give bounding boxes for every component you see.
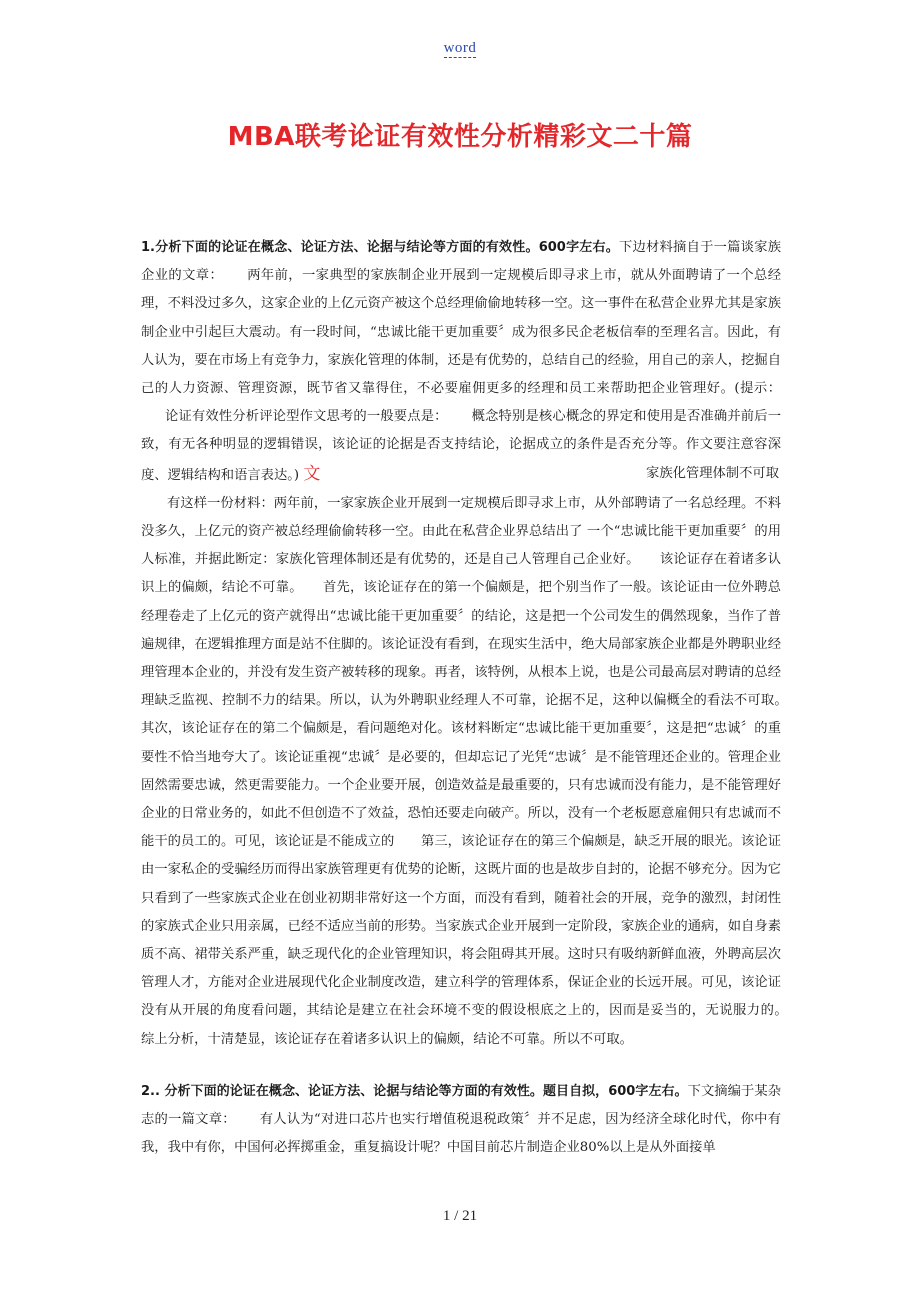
question-2-block (141, 1078, 781, 1163)
question-2-prompt: 2.. 分析下面的论证在概念、论证方法、论据与结论等方面的有效性。题目自拟，600字左右。 (141, 1083, 688, 1099)
essay-wen-mark: 文 (303, 463, 321, 484)
question-1-block (141, 234, 781, 490)
document-body (141, 234, 808, 1163)
question-2-intro: 下文摘编于某杂志的一篇文章： (141, 1083, 781, 1128)
essay-1-title: 家族化管理体制不可取 (646, 465, 779, 481)
essay-1-body: 有这样一份材料：两年前，一家家族企业开展到一定规模后即寻求上市，从外部聘请了一名总经理。不料没多久，上亿元的资产被总经理偷偷转移一空。由此在私营企业界总结出了 一个“忠诚比能干更加重要〞的用人标准，并据此断定：家族化管理体制还是有优势的，还是自己人管理自己企业好。 该论证存在着诸多认识上的偏颇，结论不可靠。 首先，该论证存在的第一个偏颇是，把个别当作了一般。该论证由一位外聘总经理卷走了上亿元的资产就得出“忠诚比能干更加重要〞的结论，这是把一个公司发生的偶然现象，当作了普遍规律，在逻辑推理方面是站不住脚的。该论证没有看到，在现实生活中，绝大局部家族企业都是外聘职业经理管理本企业的，并没有发生资产被转移的现象。再者，该特例，从根本上说，也是公司最高层对聘请的总经理缺乏监视、控制不力的结果。所以，认为外聘职业经理人不可靠，论据不足，这种以偏概全的看法不可取。 其次，该论证存在的第二个偏颇是，看问题绝对化。该材料断定“忠诚比能干更加重要〞，这是把“忠诚〞的重要性不恰当地夸大了。该论证重视“忠诚〞是必要的，但却忘记了光凭“忠诚〞是不能管理还企业的。管理企业固然需要忠诚，然更需要能力。一个企业要开展，创造效益是最重要的，只有忠诚而没有能力，是不能管理好企业的日常业务的，如此不但创造不了效益，恐怕还要走向破产。所以，没有一个老板愿意雇佣只有忠诚而不能干的员工的。可见，该论证是不能成立的 第三，该论证存在的第三个偏颇是，缺乏开展的眼光。该论证由一家私企的受骗经历而得出家族管理更有优势的论断，这既片面的也是故步自封的，论据不够充分。因为它只看到了一些家族式企业在创业初期非常好这一个方面，而没有看到，随着社会的开展，竞争的激烈，封闭性的家族式企业只用亲属，已经不适应当前的形势。当家族式企业开展到一定阶段，家族企业的通病，如自身素质不高、裙带关系严重，缺乏现代化的企业管理知识，将会阻碍其开展。这时只有吸纳新鲜血液，外聘高层次管理人才，方能对企业进展现代化企业制度改造，建立科学的管理体系，保证企业的长远开展。可见，该论证没有从开展的角度看问题，其结论是建立在社会环境不变的假设根底之上的，因而是妥当的，无说服力的。 综上分析，十清楚显，该论证存在着诸多认识上的偏颇，结论不可靠。所以不可取。 (141, 495, 808, 1047)
question-2-passage: 有人认为“对进口芯片也实行增值税退税政策〞并不足虑，因为经济全球化时代，你中有我，我中有你，中国何必挥掷重金，重复搞设计呢？中国目前芯片制造企业80%以上是从外面接单 (141, 1112, 782, 1156)
document-title: MBA联考论证有效性分析精彩文二十篇 (227, 122, 693, 152)
header-word-text[interactable]: word (443, 40, 477, 56)
question-1-passage: 两年前，一家典型的家族制企业开展到一定规模后即寻求上市，就从外面聘请了一个总经理，不料没过多久，这家企业的上亿元资产被这个总经理偷偷地转移一空。这一事件在私营企业界尤其是家族制企业中引起巨大震动。有一段时间，“忠诚比能干更加重要〞成为很多民企老板信奉的至理名言。因此，有人认为，要在市场上有竞争力，家族化管理的体制，还是有优势的，总结自己的经验，用自己的亲人，挖掘自己的人力资源、管理资源，既节省又靠得住，不必要雇佣更多的经理和员工来帮助把企业管理好。(提示： (141, 268, 781, 397)
header-word-link[interactable] (0, 40, 920, 57)
question-1-hint-detail: 概念特别是核心概念的界定和使用是否准确并前后一致，有无各种明显的逻辑错误，该论证的论据是否支持结论，论据成立的条件是否充分等。作文要注意容深度、逻辑结构和语言表达。) (141, 409, 782, 483)
question-1-prompt: 1.分析下面的论证在概念、论证方法、论据与结论等方面的有效性。600字左右。 (141, 240, 619, 255)
question-1-intro: 下边材料摘自于一篇谈家族企业的文章： (141, 240, 781, 284)
question-1-hint: 论证有效性分析评论型作文思考的一般要点是： (165, 409, 448, 425)
page-number: 1 / 21 (442, 1208, 478, 1224)
